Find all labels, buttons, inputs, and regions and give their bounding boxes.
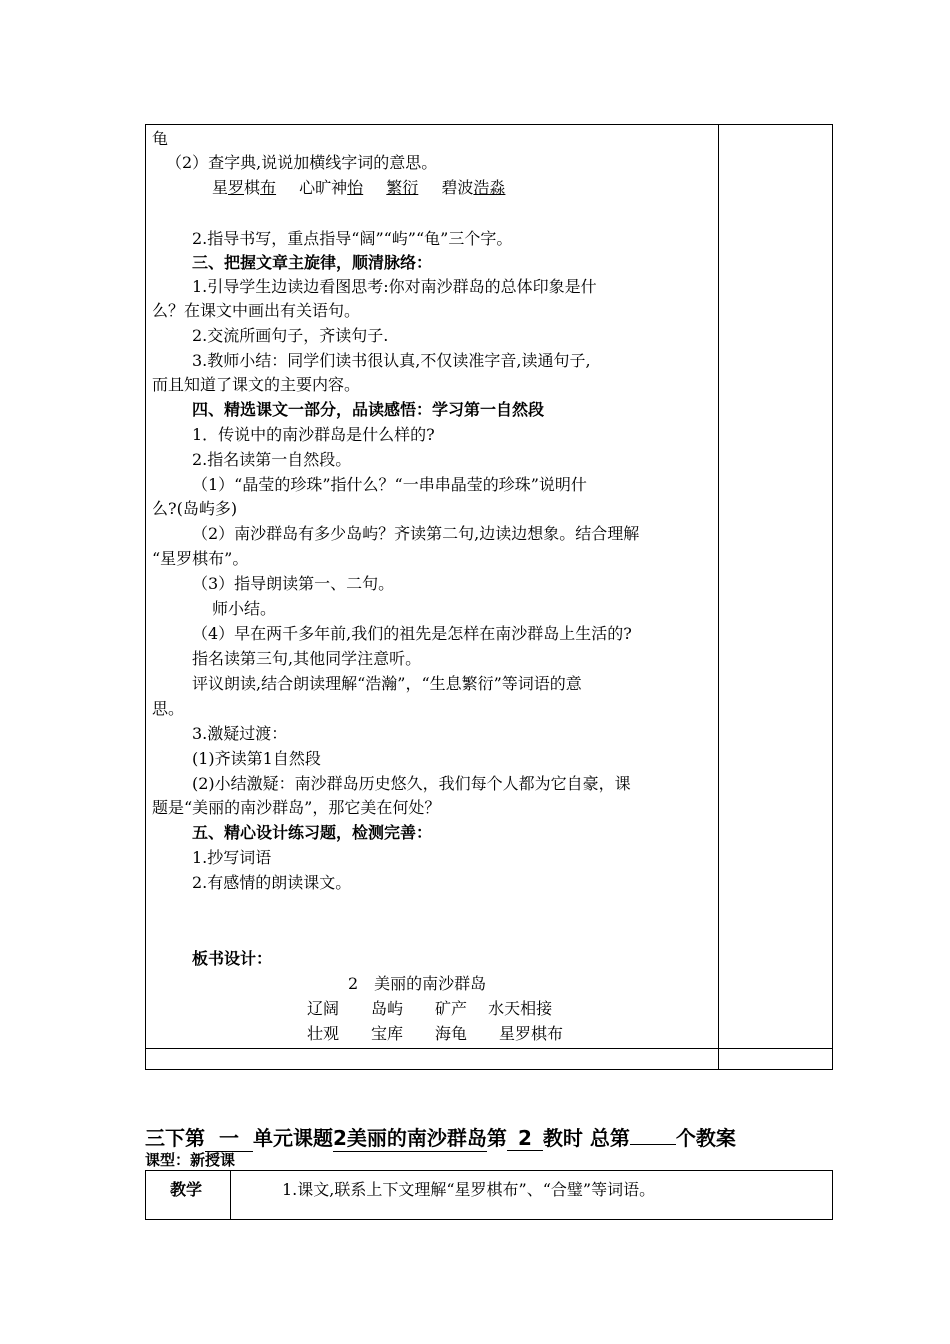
board-title: 2 美丽的南沙群岛 [348,974,487,993]
text-line: 而且知道了课文的主要内容。 [152,375,361,394]
header-text: 单元课题 [253,1126,333,1150]
vocab-word-underlined: 怡 [347,178,364,197]
vocab-line [212,177,505,199]
section-heading: 五、精心设计练习题，检测完善： [192,823,433,842]
vocab-word-underlined: 繁衍 [386,178,419,197]
row-text: 1.课文,联系上下文理解“星罗棋布”、“合璧”等词语。 [282,1180,656,1199]
header-text: 教时 总第 [542,1126,630,1150]
lesson-header [145,1122,736,1152]
text-line: 指名读第三句,其他同学注意听。 [192,649,422,668]
board-row: 辽阔 岛屿 矿产 水天相接 [307,999,553,1018]
text-line: （3）指导朗读第一、二句。 [192,574,395,593]
text-line: 么?(岛屿多) [152,499,238,518]
text-line: 么？在课文中画出有关语句。 [152,301,361,320]
text-line: （4）早在两千多年前,我们的祖先是怎样在南沙群岛上生活的? [192,624,632,643]
text-line: 评议朗读,结合朗读理解“浩瀚”，“生息繁衍”等词语的意 [192,674,582,693]
notes-column-divider [718,125,719,1069]
text-line: (1)齐读第1自然段 [192,749,321,768]
lesson-plan-table [145,124,833,1070]
course-type: 课型：新授课 [145,1150,527,1171]
next-lesson-table [145,1170,833,1220]
vocab-word-underlined: 浩淼 [473,178,506,197]
board-design-heading: 板书设计： [192,949,273,968]
vocab-word-underlined: 布 [260,178,277,197]
vocab-word: 棋 [244,178,261,197]
vocab-word: 星 [212,178,229,197]
text-line: 3.教师小结：同学们读书很认真,不仅读准字音,读通句子, [192,351,591,370]
table-inner-bottom-border [146,1048,832,1049]
text-line: 1.引导学生边读边看图思考:你对南沙群岛的总体印象是什 [192,277,597,296]
text-line: 1．传说中的南沙群岛是什么样的? [192,425,435,444]
row-label: 教学 [170,1180,203,1199]
vocab-word: 碧波 [441,178,474,197]
section-heading: 三、把握文章主旋律，顺清脉络： [192,253,433,272]
text-line: 师小结。 [212,599,277,618]
header-text: 个教案 [675,1126,736,1150]
vocab-word-underlined: 罗 [228,178,245,197]
text-line: 2.指导书写，重点指导“阔”“屿”“龟”三个字。 [192,229,513,248]
board-row: 壮观 宝库 海龟 星罗棋布 [307,1024,564,1043]
text-line: “星罗棋布”。 [152,549,249,568]
text-line: （2）查字典,说说加横线字词的意思。 [166,153,438,172]
text-line: 思。 [152,699,185,718]
period-number: 2 [507,1126,543,1151]
text-line: 2.交流所画句子，齐读句子. [192,326,389,345]
total-number-blank [630,1144,676,1145]
lesson-topic: 2美丽的南沙群岛 [333,1122,487,1152]
text-line: 题是“美丽的南沙群岛”，那它美在何处？ [152,798,441,817]
text-line: 龟 [152,129,169,148]
text-line: (2)小结激疑：南沙群岛历史悠久，我们每个人都为它自豪，课 [192,774,631,793]
section-heading: 四、精选课文一部分，品读感悟：学习第一自然段 [192,400,545,419]
cell-divider [230,1171,231,1219]
vocab-word: 心旷神 [299,178,348,197]
header-text: 第 [486,1126,507,1150]
text-line: 2.有感情的朗读课文。 [192,873,352,892]
text-line: （1）“晶莹的珍珠”指什么？“一串串晶莹的珍珠”说明什 [192,475,587,494]
text-line: 2.指名读第一自然段。 [192,450,352,469]
unit-number: 一 [205,1122,253,1152]
text-line: 1.抄写词语 [192,848,272,867]
header-text: 三下第 [145,1126,205,1150]
text-line: （2）南沙群岛有多少岛屿？齐读第二句,边读边想象。结合理解 [192,524,640,543]
text-line: 3.激疑过渡： [192,724,288,743]
